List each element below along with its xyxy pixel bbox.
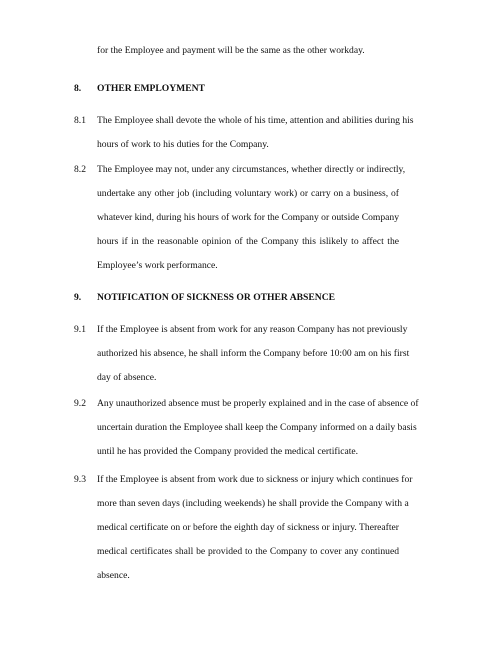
section-9-number: 9.	[74, 292, 82, 303]
clause-9-3-line-3: medical certificate on or before the eighth day of sickness or injury. Thereafter	[97, 522, 399, 533]
clause-9-1-line-2: authorized his absence, he shall inform the Company before 10:00 am on his first	[97, 348, 410, 359]
clause-9-3-line-2: more than seven days (including weekends) he shall provide the Company with a	[97, 498, 409, 509]
section-8-number: 8.	[74, 83, 82, 94]
clause-8-2-line-3: whatever kind, during his hours of work for the Company or outside Company	[97, 212, 399, 223]
clause-8-2-number: 8.2	[74, 164, 86, 175]
clause-9-2-line-2: uncertain duration the Employee shall keep the Company informed on a daily basis	[97, 422, 417, 433]
clause-9-2-line-3: until he has provided the Company provided the medical certificate.	[97, 446, 359, 457]
clause-8-2-line-5: Employee’s work performance.	[97, 260, 218, 271]
section-9-title: NOTIFICATION OF SICKNESS OR OTHER ABSENCE	[97, 292, 336, 303]
clause-9-3-line-4: medical certificates shall be provided to the Company to cover any continued	[97, 546, 399, 557]
clause-9-2-line-1: Any unauthorized absence must be properly explained and in the case of absence of	[97, 398, 419, 409]
clause-9-3-line-1: If the Employee is absent from work due to sickness or injury which continues for	[97, 474, 413, 485]
clause-8-1-line-1: The Employee shall devote the whole of his time, attention and abilities during his	[97, 115, 414, 126]
clause-9-1-line-1: If the Employee is absent from work for any reason Company has not previously	[97, 324, 408, 335]
clause-8-2-line-1: The Employee may not, under any circumstances, whether directly or indirectly,	[97, 164, 406, 175]
clause-8-2-line-4: hours if in the reasonable opinion of the Company this islikely to affect the	[97, 236, 399, 247]
clause-8-1-number: 8.1	[74, 115, 86, 126]
clause-9-3-line-5: absence.	[97, 570, 130, 581]
continuation-line: for the Employee and payment will be the same as the other workday.	[97, 45, 365, 56]
clause-9-1-line-3: day of absence.	[97, 372, 157, 383]
clause-8-2-line-2: undertake any other job (including voluntary work) or carry on a business, of	[97, 188, 399, 199]
clause-9-1-number: 9.1	[74, 324, 86, 335]
clause-9-2-number: 9.2	[74, 398, 86, 409]
clause-9-3-number: 9.3	[74, 474, 86, 485]
clause-8-1-line-2: hours of work to his duties for the Company.	[97, 139, 269, 150]
section-8-title: OTHER EMPLOYMENT	[97, 83, 205, 94]
